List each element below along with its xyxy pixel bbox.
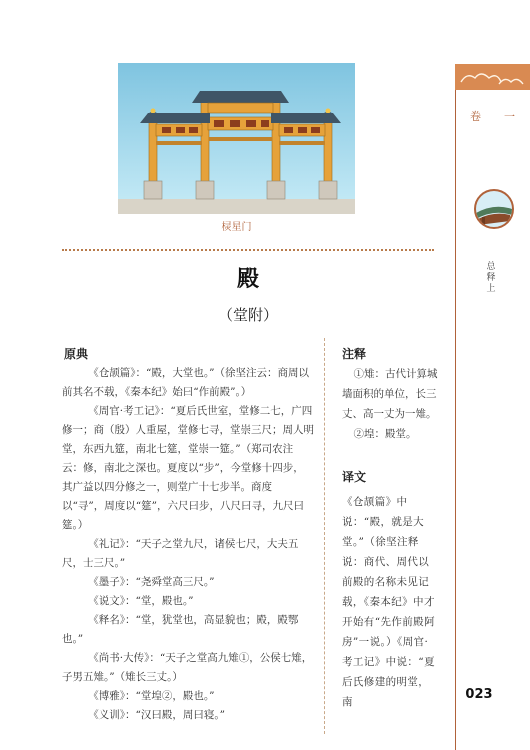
yuandian-paragraph: 《释名》：“堂，犹堂也，高显貌也；殿，殿鄂也。” xyxy=(62,614,299,645)
yiwen-text: 《仓颉篇》中说：“殿，就是大堂。”（徐坚注释说：商代、周代以前殿的名称未见记载，《秦本纪》中才开始有“先作前殿阿房”一说。）《周官·考工记》中说：“夏后氏修建的明堂，南 xyxy=(342,496,435,708)
dotted-divider xyxy=(62,249,434,251)
column-divider xyxy=(324,338,325,734)
roof-roundel-image xyxy=(474,189,514,229)
lingxing-gate-illustration xyxy=(118,63,355,214)
page-number: 023 xyxy=(465,687,493,702)
yuandian-paragraph: 《博雅》：“堂堭②，殿也。” xyxy=(88,690,215,702)
roof-eave-icon xyxy=(476,191,512,227)
margin-rule xyxy=(455,90,456,750)
page-subtitle: （堂附） xyxy=(217,306,278,324)
note-item: ①雉：古代计算城墙面积的单位，长三丈、高一丈为一雉。 xyxy=(342,368,438,420)
page-title: 殿 xyxy=(236,266,259,292)
yuandian-paragraph: 《说文》：“堂，殿也。” xyxy=(88,595,194,607)
figure-caption: 棂星门 xyxy=(221,222,252,233)
yuandian-paragraph: 《义训》：“汉曰殿，周曰寝。” xyxy=(88,709,225,721)
volume-label: 卷 一 xyxy=(470,110,521,123)
gate-drawing xyxy=(118,63,355,214)
section-heading-yiwen: 译文 xyxy=(342,470,367,484)
yuandian-paragraph: 《礼记》：“天子之堂九尺，诸侯七尺，大夫五尺，士三尺。” xyxy=(62,538,299,569)
chapter-band xyxy=(455,64,530,90)
yuandian-paragraph: 《尚书·大传》：“天子之堂高九雉①，公侯七雉，子男五雉。”（雉长三丈。） xyxy=(62,652,313,683)
zhushi-text xyxy=(342,364,438,444)
yuandian-paragraph: 《周官·考工记》：“夏后氏世室，堂修二七，广四修一；商（殷）人重屋，堂修七寻，堂崇三尺；周人明堂，东西九筵，南北七筵，堂崇一筵。”（郑司农注云：修，南北之深也。夏度以“步”，今堂修十四步，其广益以四分修之一，则堂广十七步半。商度以“寻”，周度以“筵”，六尺曰步，八尺曰寻，九尺曰筵。） xyxy=(62,405,314,531)
section-vertical-label: 总释上 xyxy=(486,262,496,294)
section-heading-yuandian: 原典 xyxy=(64,347,89,361)
note-item: ②堭：殿堂。 xyxy=(353,428,417,440)
yuandian-text xyxy=(62,364,314,725)
yuandian-paragraph: 《仓颉篇》：“殿，大堂也。”（徐坚注云：商周以前其名不载，《秦本纪》始曰“作前殿”。） xyxy=(62,367,309,398)
yuandian-paragraph: 《墨子》：“尧舜堂高三尺。” xyxy=(88,576,215,588)
cloud-ornament-icon xyxy=(455,64,530,90)
section-heading-zhushi: 注释 xyxy=(342,347,367,361)
